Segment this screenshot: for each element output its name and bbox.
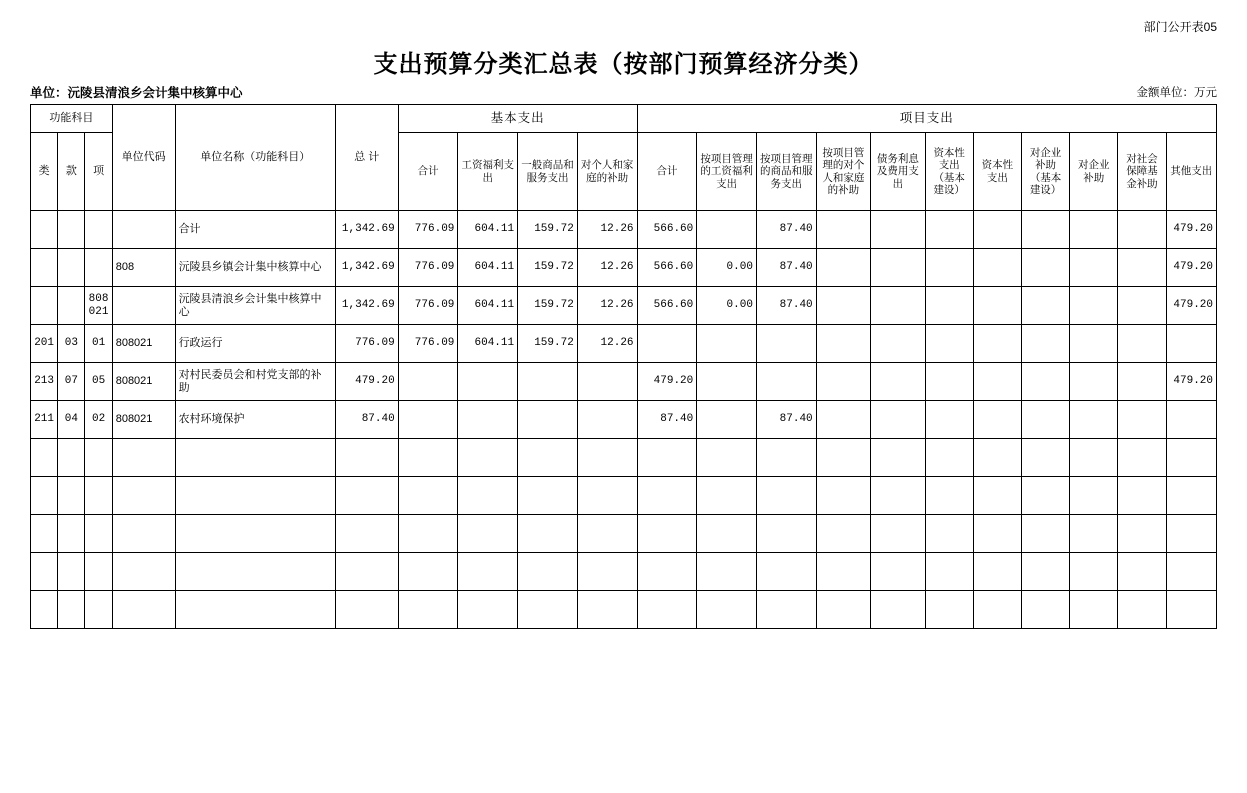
cell-other xyxy=(1166,591,1216,629)
cell-enterprise xyxy=(1070,515,1118,553)
cell-enterprise xyxy=(1070,439,1118,477)
unit-name-label: 单位：沅陵县清浪乡会计集中核算中心 xyxy=(30,86,243,100)
header-xiang: 项 xyxy=(85,133,112,211)
cell-project-total xyxy=(637,477,697,515)
cell-enterprise-basic xyxy=(1021,249,1069,287)
cell-basic-goods xyxy=(518,439,578,477)
cell-enterprise xyxy=(1070,325,1118,363)
cell-unit-name xyxy=(175,515,335,553)
cell-basic-personal: 12.26 xyxy=(577,325,637,363)
cell-capital-basic xyxy=(925,401,973,439)
cell-kuan: 04 xyxy=(58,401,85,439)
cell-lei xyxy=(31,439,58,477)
header-capital-basic: 资本性支出（基本建设） xyxy=(925,133,973,211)
cell-other xyxy=(1166,325,1216,363)
cell-basic-salary: 604.11 xyxy=(458,325,518,363)
cell-capital xyxy=(973,477,1021,515)
cell-lei: 201 xyxy=(31,325,58,363)
expenditure-budget-table xyxy=(30,104,1217,629)
cell-basic-personal: 12.26 xyxy=(577,211,637,249)
cell-xiang xyxy=(85,477,112,515)
cell-unit-code xyxy=(112,287,175,325)
cell-basic-personal: 12.26 xyxy=(577,249,637,287)
cell-basic-personal: 12.26 xyxy=(577,287,637,325)
cell-enterprise-basic xyxy=(1021,325,1069,363)
cell-unit-code xyxy=(112,553,175,591)
cell-debt-interest xyxy=(871,287,925,325)
cell-xiang xyxy=(85,515,112,553)
header-project-salary: 按项目管理的工资福利支出 xyxy=(697,133,757,211)
header-basic-total: 合计 xyxy=(398,133,458,211)
cell-social-security xyxy=(1118,515,1166,553)
cell-project-personal xyxy=(816,439,870,477)
cell-unit-code xyxy=(112,439,175,477)
cell-basic-goods xyxy=(518,553,578,591)
cell-kuan xyxy=(58,477,85,515)
cell-enterprise xyxy=(1070,553,1118,591)
cell-project-salary xyxy=(697,553,757,591)
cell-basic-salary: 604.11 xyxy=(458,287,518,325)
cell-lei xyxy=(31,591,58,629)
header-capital: 资本性支出 xyxy=(973,133,1021,211)
cell-capital xyxy=(973,515,1021,553)
cell-debt-interest xyxy=(871,553,925,591)
cell-capital xyxy=(973,363,1021,401)
cell-project-goods xyxy=(756,325,816,363)
header-lei: 类 xyxy=(31,133,58,211)
cell-capital-basic xyxy=(925,477,973,515)
table-header-row-groups xyxy=(31,105,1217,133)
cell-basic-goods: 159.72 xyxy=(518,325,578,363)
cell-capital xyxy=(973,439,1021,477)
cell-xiang xyxy=(85,591,112,629)
cell-kuan xyxy=(58,515,85,553)
table-row-empty xyxy=(31,477,1217,515)
cell-basic-goods: 159.72 xyxy=(518,211,578,249)
cell-kuan xyxy=(58,211,85,249)
cell-xiang xyxy=(85,439,112,477)
cell-enterprise xyxy=(1070,477,1118,515)
header-basic-salary: 工资福利支出 xyxy=(458,133,518,211)
cell-project-salary xyxy=(697,211,757,249)
cell-basic-salary xyxy=(458,363,518,401)
cell-project-total xyxy=(637,439,697,477)
cell-enterprise-basic xyxy=(1021,591,1069,629)
cell-project-goods xyxy=(756,477,816,515)
header-unit-name: 单位名称（功能科目） xyxy=(175,105,335,211)
cell-project-salary xyxy=(697,515,757,553)
cell-other xyxy=(1166,401,1216,439)
cell-project-salary: 0.00 xyxy=(697,249,757,287)
page-title: 支出预算分类汇总表（按部门预算经济分类） xyxy=(373,52,874,78)
cell-debt-interest xyxy=(871,477,925,515)
header-unit-code: 单位代码 xyxy=(112,105,175,211)
cell-enterprise-basic xyxy=(1021,287,1069,325)
cell-project-salary: 0.00 xyxy=(697,287,757,325)
cell-unit-code: 808 xyxy=(112,249,175,287)
cell-lei xyxy=(31,211,58,249)
cell-total: 479.20 xyxy=(335,363,398,401)
cell-basic-goods xyxy=(518,477,578,515)
cell-basic-total: 776.09 xyxy=(398,325,458,363)
header-functional-subject: 功能科目 xyxy=(31,105,113,133)
table-row xyxy=(31,363,1217,401)
cell-enterprise-basic xyxy=(1021,363,1069,401)
cell-lei xyxy=(31,477,58,515)
table-row xyxy=(31,401,1217,439)
cell-basic-salary xyxy=(458,477,518,515)
cell-basic-salary: 604.11 xyxy=(458,249,518,287)
cell-unit-name: 农村环境保护 xyxy=(175,401,335,439)
cell-capital-basic xyxy=(925,439,973,477)
cell-basic-personal xyxy=(577,439,637,477)
cell-capital-basic xyxy=(925,211,973,249)
amount-unit-label: 金额单位：万元 xyxy=(1136,87,1217,99)
cell-unit-name xyxy=(175,591,335,629)
cell-enterprise-basic xyxy=(1021,477,1069,515)
cell-total: 776.09 xyxy=(335,325,398,363)
cell-basic-total xyxy=(398,515,458,553)
cell-project-goods: 87.40 xyxy=(756,249,816,287)
cell-basic-total xyxy=(398,591,458,629)
cell-social-security xyxy=(1118,553,1166,591)
cell-kuan xyxy=(58,553,85,591)
cell-kuan xyxy=(58,249,85,287)
cell-unit-name: 沅陵县清浪乡会计集中核算中心 xyxy=(175,287,335,325)
cell-other xyxy=(1166,439,1216,477)
cell-unit-code: 808021 xyxy=(112,325,175,363)
cell-capital xyxy=(973,591,1021,629)
cell-social-security xyxy=(1118,591,1166,629)
cell-basic-personal xyxy=(577,477,637,515)
cell-xiang: 05 xyxy=(85,363,112,401)
cell-lei xyxy=(31,515,58,553)
cell-social-security xyxy=(1118,439,1166,477)
cell-other xyxy=(1166,477,1216,515)
cell-project-personal xyxy=(816,363,870,401)
cell-capital xyxy=(973,211,1021,249)
cell-capital xyxy=(973,553,1021,591)
cell-basic-goods xyxy=(518,401,578,439)
cell-basic-personal xyxy=(577,515,637,553)
cell-project-goods: 87.40 xyxy=(756,211,816,249)
cell-basic-salary xyxy=(458,591,518,629)
header-enterprise-basic: 对企业补助（基本建设） xyxy=(1021,133,1069,211)
cell-enterprise-basic xyxy=(1021,515,1069,553)
cell-social-security xyxy=(1118,363,1166,401)
cell-enterprise-basic xyxy=(1021,439,1069,477)
cell-basic-total: 776.09 xyxy=(398,249,458,287)
cell-enterprise-basic xyxy=(1021,401,1069,439)
cell-total: 87.40 xyxy=(335,401,398,439)
cell-social-security xyxy=(1118,325,1166,363)
cell-other: 479.20 xyxy=(1166,211,1216,249)
cell-xiang: 02 xyxy=(85,401,112,439)
cell-xiang xyxy=(85,553,112,591)
cell-project-total: 566.60 xyxy=(637,287,697,325)
cell-basic-total xyxy=(398,553,458,591)
cell-other: 479.20 xyxy=(1166,363,1216,401)
cell-debt-interest xyxy=(871,325,925,363)
table-row xyxy=(31,249,1217,287)
cell-project-personal xyxy=(816,287,870,325)
cell-other: 479.20 xyxy=(1166,249,1216,287)
cell-project-salary xyxy=(697,591,757,629)
cell-basic-total xyxy=(398,401,458,439)
cell-project-salary xyxy=(697,363,757,401)
cell-total xyxy=(335,477,398,515)
header-total: 总 计 xyxy=(335,105,398,211)
cell-capital-basic xyxy=(925,249,973,287)
cell-project-salary xyxy=(697,401,757,439)
cell-capital-basic xyxy=(925,553,973,591)
cell-basic-salary xyxy=(458,439,518,477)
form-number-note: 部门公开表05 xyxy=(1143,20,1217,34)
cell-unit-name xyxy=(175,477,335,515)
cell-xiang: 01 xyxy=(85,325,112,363)
cell-project-goods xyxy=(756,591,816,629)
cell-basic-goods xyxy=(518,591,578,629)
cell-unit-name: 沅陵县乡镇会计集中核算中心 xyxy=(175,249,335,287)
cell-xiang: 808021 xyxy=(85,287,112,325)
cell-basic-salary: 604.11 xyxy=(458,211,518,249)
cell-project-goods: 87.40 xyxy=(756,401,816,439)
cell-total: 1,342.69 xyxy=(335,211,398,249)
cell-basic-personal xyxy=(577,591,637,629)
cell-debt-interest xyxy=(871,363,925,401)
cell-project-goods xyxy=(756,439,816,477)
cell-project-total: 87.40 xyxy=(637,401,697,439)
cell-lei xyxy=(31,249,58,287)
cell-unit-code xyxy=(112,591,175,629)
cell-capital-basic xyxy=(925,325,973,363)
cell-enterprise xyxy=(1070,249,1118,287)
header-kuan: 款 xyxy=(58,133,85,211)
header-other: 其他支出 xyxy=(1166,133,1216,211)
header-enterprise: 对企业补助 xyxy=(1070,133,1118,211)
cell-social-security xyxy=(1118,477,1166,515)
cell-social-security xyxy=(1118,211,1166,249)
cell-enterprise-basic xyxy=(1021,553,1069,591)
cell-capital-basic xyxy=(925,591,973,629)
cell-social-security xyxy=(1118,401,1166,439)
table-row-empty xyxy=(31,591,1217,629)
cell-other: 479.20 xyxy=(1166,287,1216,325)
cell-total xyxy=(335,591,398,629)
cell-basic-personal xyxy=(577,553,637,591)
cell-basic-goods: 159.72 xyxy=(518,287,578,325)
cell-capital xyxy=(973,325,1021,363)
cell-enterprise-basic xyxy=(1021,211,1069,249)
table-row-empty xyxy=(31,515,1217,553)
table-row xyxy=(31,287,1217,325)
cell-basic-salary xyxy=(458,553,518,591)
cell-social-security xyxy=(1118,287,1166,325)
cell-basic-total xyxy=(398,477,458,515)
cell-enterprise xyxy=(1070,401,1118,439)
cell-basic-total xyxy=(398,439,458,477)
cell-lei xyxy=(31,553,58,591)
cell-project-total xyxy=(637,591,697,629)
cell-capital-basic xyxy=(925,515,973,553)
cell-lei xyxy=(31,287,58,325)
cell-xiang xyxy=(85,211,112,249)
cell-project-salary xyxy=(697,477,757,515)
cell-project-total: 566.60 xyxy=(637,249,697,287)
cell-unit-name: 合计 xyxy=(175,211,335,249)
cell-total xyxy=(335,515,398,553)
cell-basic-goods xyxy=(518,363,578,401)
cell-project-total xyxy=(637,325,697,363)
cell-project-personal xyxy=(816,211,870,249)
cell-basic-personal xyxy=(577,363,637,401)
cell-basic-goods: 159.72 xyxy=(518,249,578,287)
cell-basic-total xyxy=(398,363,458,401)
cell-unit-name xyxy=(175,553,335,591)
cell-total xyxy=(335,439,398,477)
cell-debt-interest xyxy=(871,211,925,249)
cell-basic-salary xyxy=(458,515,518,553)
table-row xyxy=(31,325,1217,363)
cell-capital xyxy=(973,287,1021,325)
cell-enterprise xyxy=(1070,591,1118,629)
cell-enterprise xyxy=(1070,363,1118,401)
header-project-personal: 按项目管理的对个人和家庭的补助 xyxy=(816,133,870,211)
cell-project-goods xyxy=(756,515,816,553)
cell-project-total: 566.60 xyxy=(637,211,697,249)
cell-project-personal xyxy=(816,249,870,287)
cell-project-salary xyxy=(697,439,757,477)
cell-unit-code: 808021 xyxy=(112,363,175,401)
cell-capital xyxy=(973,401,1021,439)
cell-kuan: 07 xyxy=(58,363,85,401)
table-body xyxy=(31,211,1217,629)
cell-lei: 211 xyxy=(31,401,58,439)
cell-kuan xyxy=(58,439,85,477)
header-project-expenditure: 项目支出 xyxy=(637,105,1216,133)
cell-basic-salary xyxy=(458,401,518,439)
cell-xiang xyxy=(85,249,112,287)
cell-project-personal xyxy=(816,591,870,629)
cell-enterprise xyxy=(1070,211,1118,249)
cell-total xyxy=(335,553,398,591)
cell-project-total xyxy=(637,553,697,591)
cell-basic-personal xyxy=(577,401,637,439)
header-basic-goods: 一般商品和服务支出 xyxy=(518,133,578,211)
cell-unit-name: 行政运行 xyxy=(175,325,335,363)
cell-debt-interest xyxy=(871,591,925,629)
cell-basic-total: 776.09 xyxy=(398,287,458,325)
cell-project-goods xyxy=(756,553,816,591)
table-row xyxy=(31,211,1217,249)
cell-total: 1,342.69 xyxy=(335,287,398,325)
cell-capital xyxy=(973,249,1021,287)
header-basic-expenditure: 基本支出 xyxy=(398,105,637,133)
cell-project-goods xyxy=(756,363,816,401)
header-debt-interest: 债务利息及费用支出 xyxy=(871,133,925,211)
cell-kuan: 03 xyxy=(58,325,85,363)
cell-unit-name xyxy=(175,439,335,477)
cell-social-security xyxy=(1118,249,1166,287)
cell-debt-interest xyxy=(871,515,925,553)
cell-total: 1,342.69 xyxy=(335,249,398,287)
cell-basic-total: 776.09 xyxy=(398,211,458,249)
cell-debt-interest xyxy=(871,249,925,287)
cell-project-total xyxy=(637,515,697,553)
header-basic-personal: 对个人和家庭的补助 xyxy=(577,133,637,211)
cell-other xyxy=(1166,515,1216,553)
cell-unit-code xyxy=(112,477,175,515)
cell-kuan xyxy=(58,591,85,629)
cell-project-goods: 87.40 xyxy=(756,287,816,325)
cell-unit-code xyxy=(112,515,175,553)
cell-unit-code xyxy=(112,211,175,249)
header-project-goods: 按项目管理的商品和服务支出 xyxy=(756,133,816,211)
cell-project-salary xyxy=(697,325,757,363)
cell-project-total: 479.20 xyxy=(637,363,697,401)
cell-project-personal xyxy=(816,553,870,591)
cell-project-personal xyxy=(816,515,870,553)
header-project-total: 合计 xyxy=(637,133,697,211)
table-row-empty xyxy=(31,553,1217,591)
cell-capital-basic xyxy=(925,287,973,325)
cell-debt-interest xyxy=(871,401,925,439)
cell-kuan xyxy=(58,287,85,325)
cell-project-personal xyxy=(816,325,870,363)
cell-debt-interest xyxy=(871,439,925,477)
cell-enterprise xyxy=(1070,287,1118,325)
header-social-security: 对社会保障基金补助 xyxy=(1118,133,1166,211)
cell-lei: 213 xyxy=(31,363,58,401)
cell-unit-name: 对村民委员会和村党支部的补助 xyxy=(175,363,335,401)
cell-other xyxy=(1166,553,1216,591)
cell-capital-basic xyxy=(925,363,973,401)
cell-project-personal xyxy=(816,401,870,439)
cell-basic-goods xyxy=(518,515,578,553)
cell-project-personal xyxy=(816,477,870,515)
table-row-empty xyxy=(31,439,1217,477)
cell-unit-code: 808021 xyxy=(112,401,175,439)
